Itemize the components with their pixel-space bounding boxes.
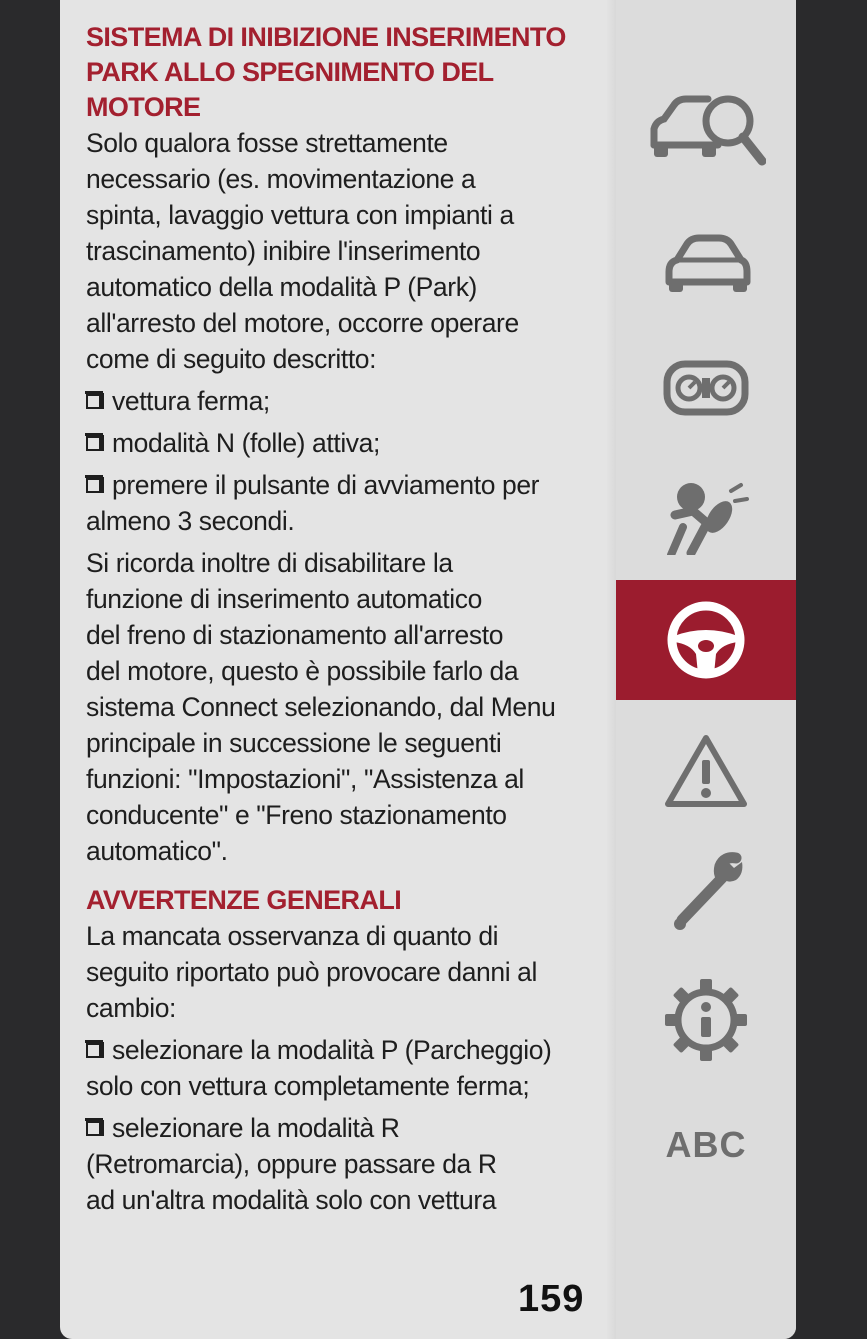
section-title-general-warnings: AVVERTENZE GENERALI bbox=[86, 885, 402, 915]
paragraph-line: all'arresto del motore, occorre operare bbox=[86, 308, 519, 338]
wrench-icon bbox=[664, 850, 748, 940]
chapter-sidebar bbox=[616, 0, 796, 1339]
list-item bbox=[86, 1110, 596, 1146]
list-item-text: premere il pulsante di avviamento per bbox=[112, 470, 540, 500]
paragraph-line: spinta, lavaggio vettura con impianti a bbox=[86, 200, 514, 230]
list-item-continuation: almeno 3 secondi. bbox=[86, 506, 295, 536]
warning-triangle-icon bbox=[664, 732, 748, 808]
sidebar-item-driving[interactable] bbox=[616, 580, 796, 700]
list-item-text: modalità N (folle) attiva; bbox=[112, 428, 380, 458]
sidebar-item-vehicle-knowledge[interactable] bbox=[616, 80, 796, 180]
gear-info-icon bbox=[663, 977, 749, 1063]
paragraph-line: sistema Connect selezionando, dal Menu bbox=[86, 692, 556, 722]
list-item bbox=[86, 467, 596, 503]
list-item bbox=[86, 425, 596, 461]
sidebar-item-index[interactable] bbox=[616, 1095, 796, 1195]
paragraph-line: automatico della modalità P (Park) bbox=[86, 272, 477, 302]
sidebar-item-vehicle[interactable] bbox=[616, 215, 796, 315]
list-item bbox=[86, 1032, 596, 1068]
sidebar-item-technical-data[interactable] bbox=[616, 970, 796, 1070]
section-title-park-inhibit: SISTEMA DI INIBIZIONE INSERIMENTO PARK ALLO SPEGNIMENTO DEL MOTORE bbox=[86, 22, 566, 122]
paragraph-line: Si ricorda inoltre di disabilitare la bbox=[86, 548, 453, 578]
steering-wheel-icon bbox=[664, 598, 748, 682]
paragraph-line: come di seguito descritto: bbox=[86, 344, 377, 374]
sidebar-item-maintenance[interactable] bbox=[616, 845, 796, 945]
airbag-safety-icon bbox=[661, 475, 751, 555]
list-item-continuation: solo con vettura completamente ferma; bbox=[86, 1071, 530, 1101]
sidebar-item-safety[interactable] bbox=[616, 465, 796, 565]
paragraph-line: del freno di stazionamento all'arresto bbox=[86, 620, 504, 650]
manual-page bbox=[60, 0, 796, 1339]
page-number: 159 bbox=[518, 1278, 585, 1320]
paragraph-line: Solo qualora fosse strettamente bbox=[86, 128, 448, 158]
checkbox-bullet-icon bbox=[86, 478, 101, 493]
sidebar-item-emergency[interactable] bbox=[616, 720, 796, 820]
paragraph-line: funzioni: "Impostazioni", "Assistenza al bbox=[86, 764, 524, 794]
paragraph-line: seguito riportato può provocare danni al bbox=[86, 957, 537, 987]
paragraph-line: funzione di inserimento automatico bbox=[86, 584, 482, 614]
sidebar-item-instruments[interactable] bbox=[616, 340, 796, 435]
paragraph-line: automatico". bbox=[86, 836, 228, 866]
paragraph-line: La mancata osservanza di quanto di bbox=[86, 921, 499, 951]
list-item-continuation: ad un'altra modalità solo con vettura bbox=[86, 1185, 497, 1215]
list-item-continuation: (Retromarcia), oppure passare da R bbox=[86, 1149, 497, 1179]
paragraph-line: del motore, questo è possibile farlo da bbox=[86, 656, 519, 686]
paragraph-line: conducente" e "Freno stazionamento bbox=[86, 800, 507, 830]
checkbox-bullet-icon bbox=[86, 394, 101, 409]
paragraph-line: principale in successione le seguenti bbox=[86, 728, 502, 758]
paragraph-line: necessario (es. movimentazione a bbox=[86, 164, 476, 194]
list-item-text: selezionare la modalità R bbox=[112, 1113, 400, 1143]
page-content bbox=[86, 20, 596, 1218]
checkbox-bullet-icon bbox=[86, 436, 101, 451]
paragraph-line: trascinamento) inibire l'inserimento bbox=[86, 236, 481, 266]
list-item-text: vettura ferma; bbox=[112, 386, 270, 416]
list-item-text: selezionare la modalità P (Parcheggio) bbox=[112, 1035, 552, 1065]
paragraph-line: cambio: bbox=[86, 993, 176, 1023]
car-icon bbox=[661, 230, 751, 300]
checkbox-bullet-icon bbox=[86, 1043, 101, 1058]
list-item bbox=[86, 383, 596, 419]
dashboard-instruments-icon bbox=[663, 358, 749, 418]
checkbox-bullet-icon bbox=[86, 1121, 101, 1136]
car-search-icon bbox=[646, 85, 766, 175]
abc-index-label: ABC bbox=[665, 1124, 747, 1165]
